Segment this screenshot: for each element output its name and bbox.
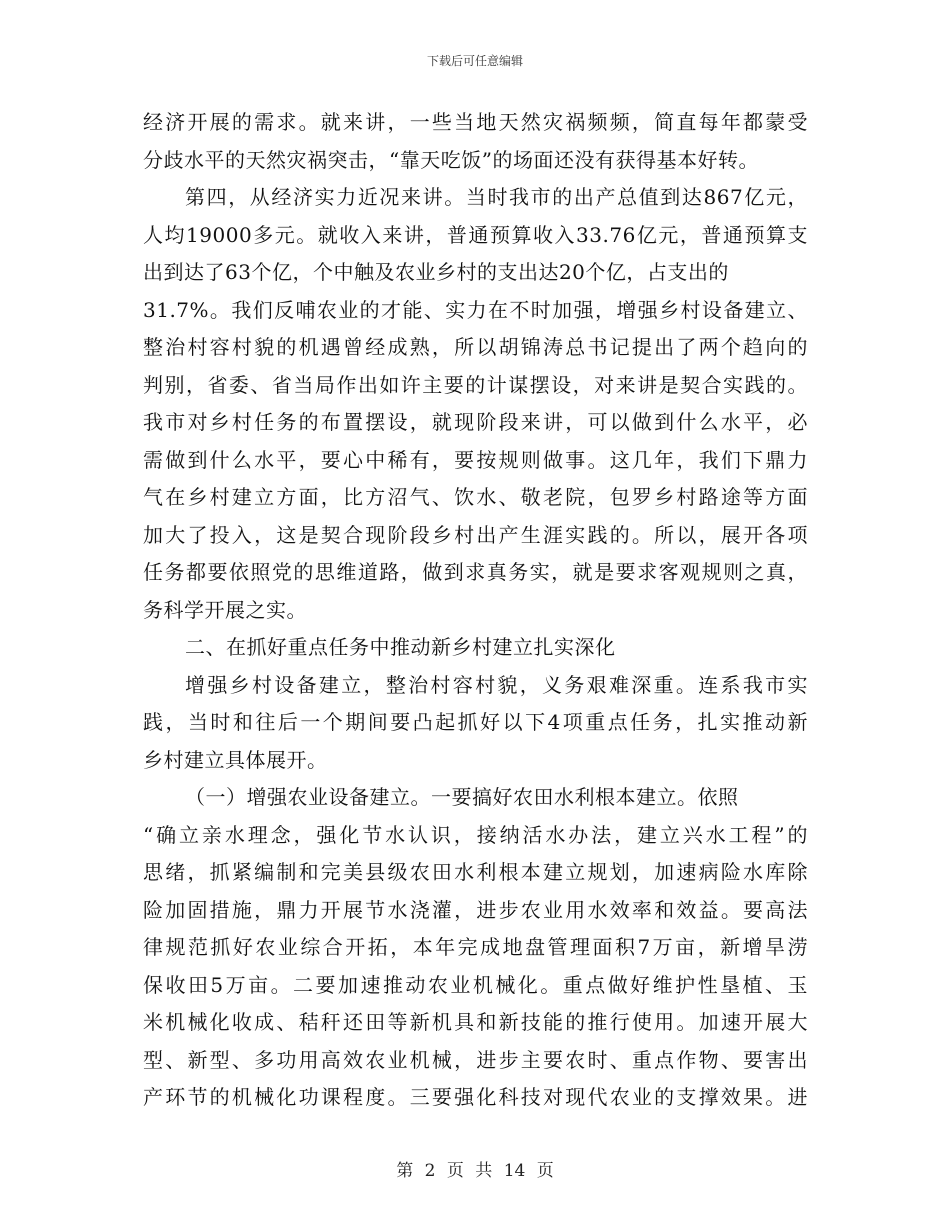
text-line: “确立亲水理念，强化节水认识，接纳活水办法，建立兴水工程”的	[143, 822, 808, 847]
text-line: 人均19000多元。就收入来讲，普通预算收入33.76亿元，普通预算支	[143, 222, 808, 247]
text-line: 加大了投入，这是契合现阶段乡村出产生涯实践的。所以，展开各项	[143, 522, 808, 547]
text-line: 二、在抓好重点任务中推动新乡村建立扎实深化	[185, 635, 616, 659]
text-line: 经济开展的需求。就来讲，一些当地天然灾祸频频，简直每年都蒙受	[143, 110, 808, 134]
text-line: 产环节的机械化功课程度。三要强化科技对现代农业的支撑效果。进	[143, 1085, 808, 1109]
text-line: （一）增强农业设备建立。一要搞好农田水利根本建立。依照	[185, 785, 739, 809]
text-line: 第四，从经济实力近况来讲。当时我市的出产总值到达867亿元，	[185, 185, 808, 209]
text-line: 气在乡村建立方面，比方沼气、饮水、敬老院，包罗乡村路途等方面	[143, 485, 808, 509]
text-line: 思绪，抓紧编制和完美县级农田水利根本建立规划，加速病险水库除	[143, 860, 808, 884]
text-line: 出到达了63个亿，个中触及农业乡村的支出达20个亿，占支出的	[143, 260, 729, 284]
text-line: 米机械化收成、秸秆还田等新机具和新技能的推行使用。加速开展大	[143, 1010, 808, 1034]
text-line: 乡村建立具体展开。	[143, 747, 328, 772]
text-line: 判别，省委、省当局作出如许主要的计谋摆设，对来讲是契合实践的。	[143, 372, 808, 397]
text-line: 险加固措施，鼎力开展节水浇灌，进步农业用水效率和效益。要高法	[143, 897, 808, 922]
text-line: 31.7%。我们反哺农业的才能、实力在不时加强，增强乡村设备建立、	[143, 297, 808, 322]
page-footer: 第 2 页 共 14 页	[396, 1161, 554, 1181]
text-line: 我市对乡村任务的布置摆设，就现阶段来讲，可以做到什么水平，必	[143, 410, 808, 434]
text-line: 整治村容村貌的机遇曾经成熟，所以胡锦涛总书记提出了两个趋向的	[143, 335, 808, 359]
text-line: 务科学开展之实。	[143, 597, 307, 622]
text-line: 分歧水平的天然灾祸突击，“靠天吃饭”的场面还没有获得基本好转。	[143, 147, 759, 172]
text-line: 任务都要依照党的思维道路，做到求真务实，就是要求客观规则之真，	[143, 560, 808, 584]
text-line: 践，当时和往后一个期间要凸起抓好以下4项重点任务，扎实推动新	[143, 710, 808, 734]
text-line: 律规范抓好农业综合开拓，本年完成地盘管理面积7万亩，新增旱涝	[143, 935, 808, 959]
text-line: 保收田5万亩。二要加速推动农业机械化。重点做好维护性垦植、玉	[143, 972, 808, 997]
text-line: 需做到什么水平，要心中稀有，要按规则做事。这几年，我们下鼎力	[143, 447, 808, 472]
text-line: 增强乡村设备建立，整治村容村貌，义务艰难深重。连系我市实	[185, 672, 808, 697]
page-header: 下载后可任意编辑	[426, 54, 523, 68]
text-line: 型、新型、多功用高效农业机械，进步主要农时、重点作物、要害出	[143, 1047, 808, 1072]
document-body	[143, 104, 808, 1117]
